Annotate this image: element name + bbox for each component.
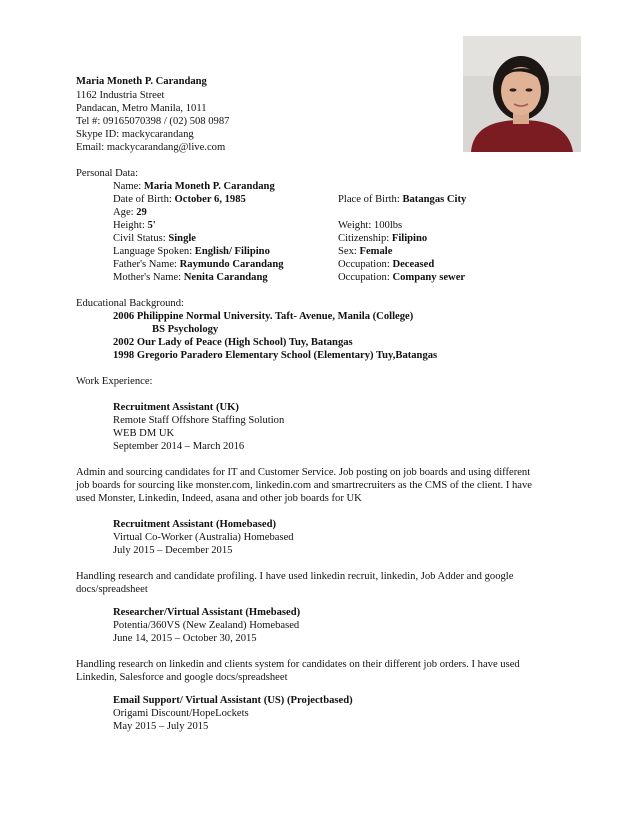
job-dates: July 2015 – December 2015 xyxy=(113,545,233,556)
job-title: Researcher/Virtual Assistant (Hmebased) xyxy=(113,607,301,618)
job-description xyxy=(76,658,566,684)
mothers-occupation: Occupation: Company sewer xyxy=(338,272,466,283)
street-address: 1162 Industria Street xyxy=(76,90,165,101)
job-description xyxy=(76,570,566,596)
education-college: 2006 Philippine Normal University. Taft- Avenue, Manila (College) xyxy=(113,311,414,322)
job-company: Potentia/360VS (New Zealand) Homebased xyxy=(113,620,300,631)
job-title: Recruitment Assistant (Homebased) xyxy=(113,519,277,530)
fathers-name: Father's Name: Raymundo Carandang xyxy=(113,259,284,270)
job-client: WEB DM UK xyxy=(113,428,175,439)
job-company: Origami Discount/HopeLockets xyxy=(113,708,249,719)
job-description xyxy=(76,466,566,505)
education-elementary: 1998 Gregorio Paradero Elementary School (Elementary) Tuy,Batangas xyxy=(113,350,438,361)
job-title: Recruitment Assistant (UK) xyxy=(113,402,239,413)
applicant-name: Maria Moneth P. Carandang xyxy=(76,76,207,87)
job-description-line: docs/spreadsheet xyxy=(76,584,148,595)
language-spoken: Language Spoken: English/ Filipino xyxy=(113,246,270,257)
education-heading: Educational Background: xyxy=(76,298,184,309)
job-dates: June 14, 2015 – October 30, 2015 xyxy=(113,633,257,644)
mothers-name: Mother's Name: Nenita Carandang xyxy=(113,272,268,283)
job-description-line: Handling research and candidate profiling. I have used linkedin recruit, linkedin, Job Adder and google xyxy=(76,571,514,582)
job-description-line: Handling research on linkedin and clients system for candidates on their different job orders. I have used xyxy=(76,659,520,670)
sex: Sex: Female xyxy=(338,246,393,257)
job-description-line: used Monster, Linkedin, Indeed, asana and other job boards for UK xyxy=(76,493,362,504)
skype-id: Skype ID: mackycarandang xyxy=(76,129,194,140)
email-address: Email: mackycarandang@live.com xyxy=(76,142,226,153)
height: Height: 5' xyxy=(113,220,156,231)
job-company: Virtual Co-Worker (Australia) Homebased xyxy=(113,532,294,543)
job-description-line: Linkedin, Salesforce and google docs/spreadsheet xyxy=(76,672,288,683)
job-dates: May 2015 – July 2015 xyxy=(113,721,209,732)
personal-name: Name: Maria Moneth P. Carandang xyxy=(113,181,275,192)
date-of-birth: Date of Birth: October 6, 1985 xyxy=(113,194,246,205)
civil-status: Civil Status: Single xyxy=(113,233,197,244)
education-course: BS Psychology xyxy=(152,324,219,335)
job-title: Email Support/ Virtual Assistant (US) (Projectbased) xyxy=(113,695,353,706)
weight: Weight: 100lbs xyxy=(338,220,403,231)
phone-numbers: Tel #: 09165070398 / (02) 508 0987 xyxy=(76,116,230,127)
job-description-line: job boards for sourcing like monster.com, linkedin.com and smartrecruiters as the CMS of the client. I have xyxy=(76,480,533,491)
place-of-birth: Place of Birth: Batangas City xyxy=(338,194,467,205)
job-company: Remote Staff Offshore Staffing Solution xyxy=(113,415,285,426)
job-description-line: Admin and sourcing candidates for IT and Customer Service. Job posting on job boards and using different xyxy=(76,467,531,478)
job-dates: September 2014 – March 2016 xyxy=(113,441,245,452)
age: Age: 29 xyxy=(113,207,147,218)
citizenship: Citizenship: Filipino xyxy=(338,233,428,244)
education-high-school: 2002 Our Lady of Peace (High School) Tuy, Batangas xyxy=(113,337,353,348)
city-address: Pandacan, Metro Manila, 1011 xyxy=(76,103,207,114)
personal-data-heading: Personal Data: xyxy=(76,168,139,179)
work-experience-heading: Work Experience: xyxy=(76,376,153,387)
profile-photo xyxy=(463,36,581,152)
fathers-occupation: Occupation: Deceased xyxy=(338,259,435,270)
